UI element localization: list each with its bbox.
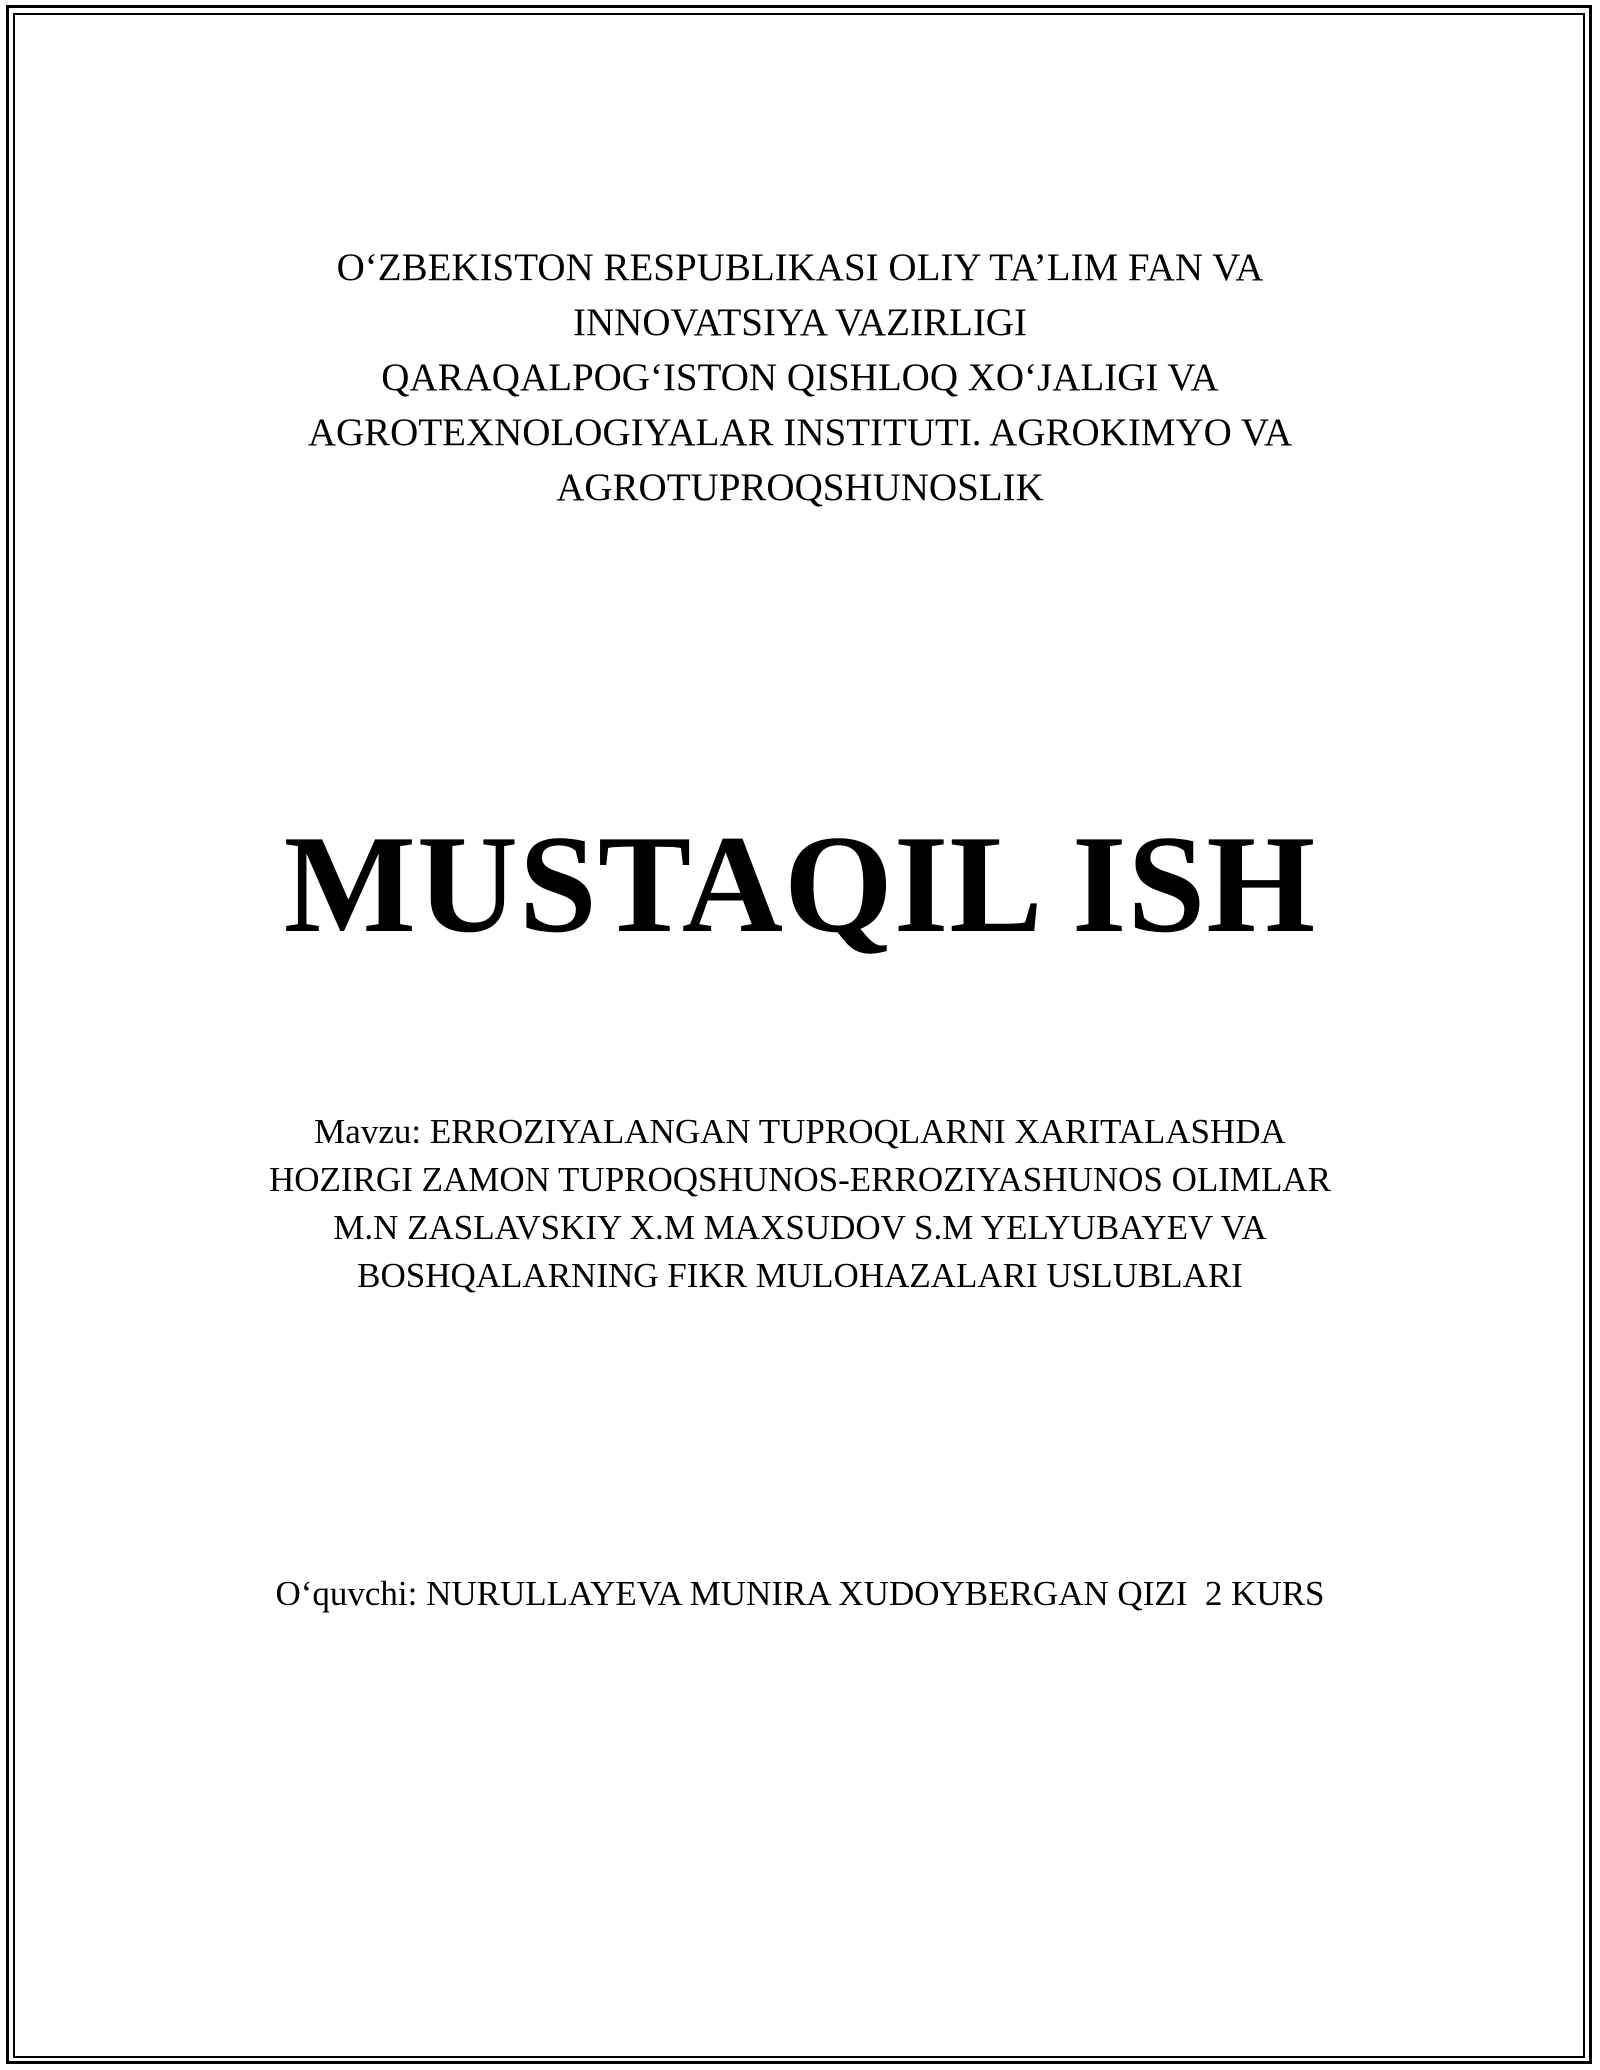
institution-header xyxy=(0,240,1600,515)
student-info: O‘quvchi: NURULLAYEVA MUNIRA XUDOYBERGAN QIZI 2 KURS xyxy=(275,1574,1325,1613)
topic-line: Mavzu: ERROZIYALANGAN TUPROQLARNI XARITALASHDA xyxy=(314,1112,1286,1151)
header-line: QARAQALPOG‘ISTON QISHLOQ XO‘JALIGI VA xyxy=(381,356,1219,399)
header-line: AGROTEXNOLOGIYALAR INSTITUTI. AGROKIMYO VA xyxy=(307,411,1293,454)
header-line: O‘ZBEKISTON RESPUBLIKASI OLIY TA’LIM FAN VA xyxy=(336,246,1264,289)
header-line: AGROTUPROQSHUNOSLIK xyxy=(556,466,1044,509)
topic-line: HOZIRGI ZAMON TUPROQSHUNOS-ERROZIYASHUNOS OLIMLAR xyxy=(268,1160,1332,1199)
topic xyxy=(0,1108,1600,1300)
topic-line: BOSHQALARNING FIKR MULOHAZALARI USLUBLARI xyxy=(357,1256,1243,1295)
header-line: INNOVATSIYA VAZIRLIGI xyxy=(573,301,1027,344)
document-title: MUSTAQIL ISH xyxy=(283,807,1317,962)
topic-line: M.N ZASLAVSKIY X.M MAXSUDOV S.M YELYUBAYEV VA xyxy=(333,1208,1267,1247)
